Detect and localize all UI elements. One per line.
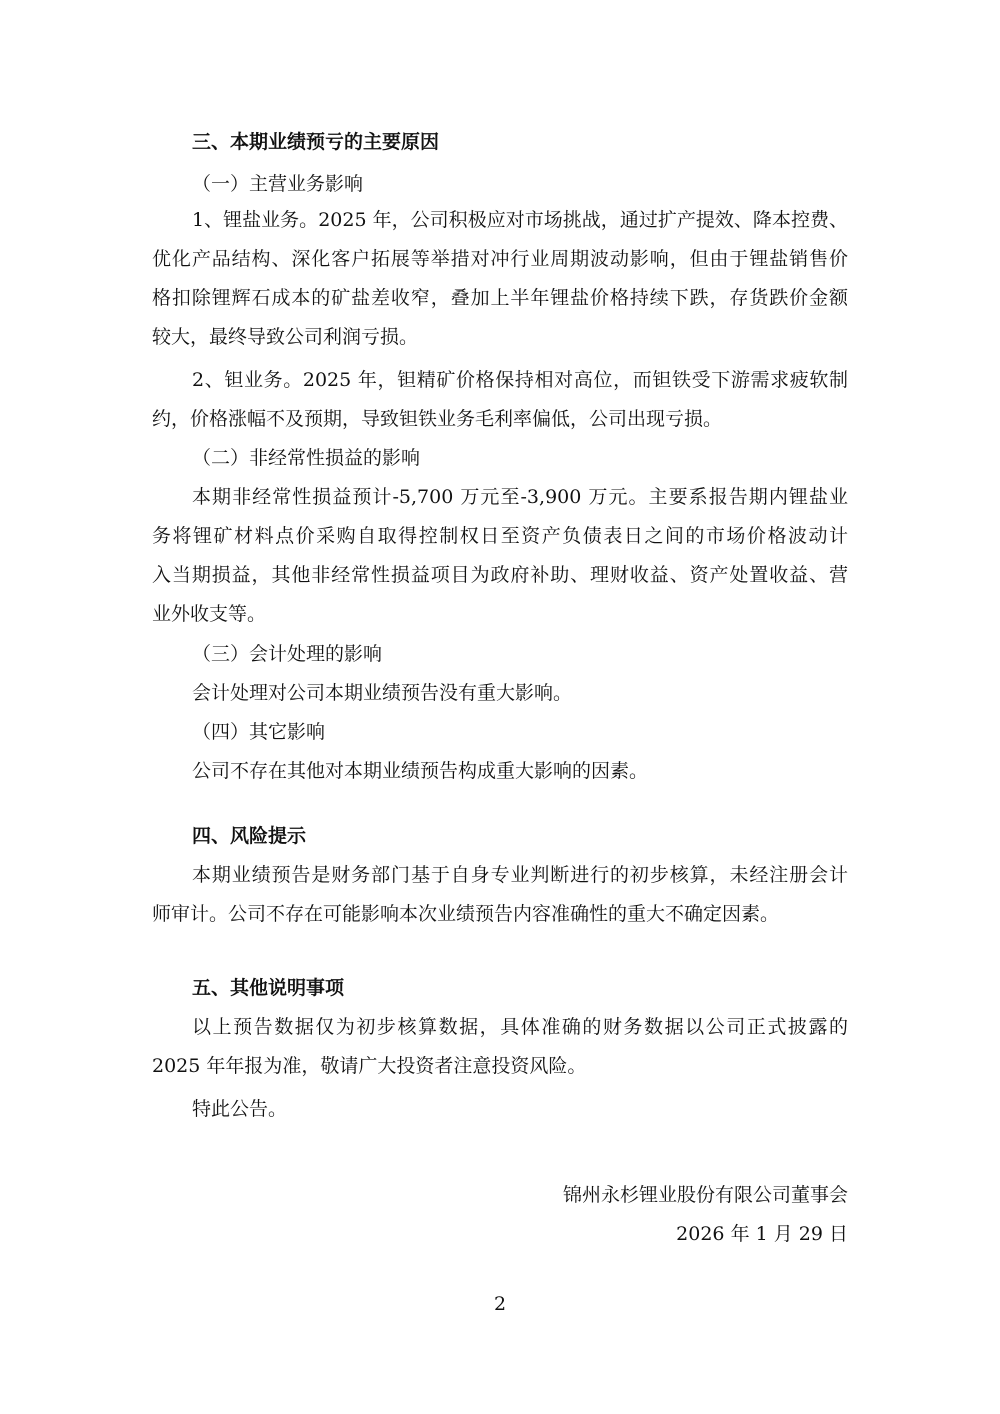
signature-date: 2026 年 1 月 29 日	[676, 1223, 848, 1245]
paragraph-line: 格扣除锂辉石成本的矿盐差收窄，叠加上半年锂盐价格持续下跌，存货跌价金额	[152, 287, 848, 309]
paragraph-line: 本期业绩预告是财务部门基于自身专业判断进行的初步核算，未经注册会计	[192, 864, 848, 886]
subsection-4-title: （四）其它影响	[192, 721, 326, 743]
paragraph-line: 2025 年年报为准，敬请广大投资者注意投资风险。	[152, 1055, 587, 1077]
section-5-heading: 五、其他说明事项	[192, 977, 345, 999]
paragraph-line: 优化产品结构、深化客户拓展等举措对冲行业周期波动影响，但由于锂盐销售价	[152, 248, 848, 270]
paragraph-line: 本期非经常性损益预计-5,700 万元至-3,900 万元。主要系报告期内锂盐业	[192, 486, 848, 508]
paragraph-line: 1、锂盐业务。2025 年，公司积极应对市场挑战，通过扩产提效、降本控费、	[192, 209, 848, 231]
closing-statement: 特此公告。	[192, 1098, 288, 1120]
paragraph-line: 会计处理对公司本期业绩预告没有重大影响。	[192, 682, 573, 704]
paragraph-line: 以上预告数据仅为初步核算数据，具体准确的财务数据以公司正式披露的	[192, 1016, 848, 1038]
paragraph-line: 约，价格涨幅不及预期，导致钽铁业务毛利率偏低，公司出现亏损。	[152, 408, 723, 430]
subsection-2-title: （二）非经常性损益的影响	[192, 447, 421, 469]
page-number: 2	[493, 1293, 507, 1315]
paragraph-line: 较大，最终导致公司利润亏损。	[152, 326, 419, 348]
subsection-1-title: （一）主营业务影响	[192, 173, 364, 195]
section-3-heading: 三、本期业绩预亏的主要原因	[192, 131, 440, 153]
paragraph-line: 师审计。公司不存在可能影响本次业绩预告内容准确性的重大不确定因素。	[152, 903, 780, 925]
paragraph-line: 务将锂矿材料点价采购自取得控制权日至资产负债表日之间的市场价格波动计	[152, 525, 848, 547]
section-4-heading: 四、风险提示	[192, 825, 307, 847]
paragraph-line: 业外收支等。	[152, 603, 267, 625]
signature-company: 锦州永杉锂业股份有限公司董事会	[562, 1184, 848, 1206]
paragraph-line: 公司不存在其他对本期业绩预告构成重大影响的因素。	[192, 760, 649, 782]
paragraph-line: 2、钽业务。2025 年，钽精矿价格保持相对高位，而钽铁受下游需求疲软制	[192, 369, 848, 391]
paragraph-line: 入当期损益，其他非经常性损益项目为政府补助、理财收益、资产处置收益、营	[152, 564, 848, 586]
subsection-3-title: （三）会计处理的影响	[192, 643, 383, 665]
